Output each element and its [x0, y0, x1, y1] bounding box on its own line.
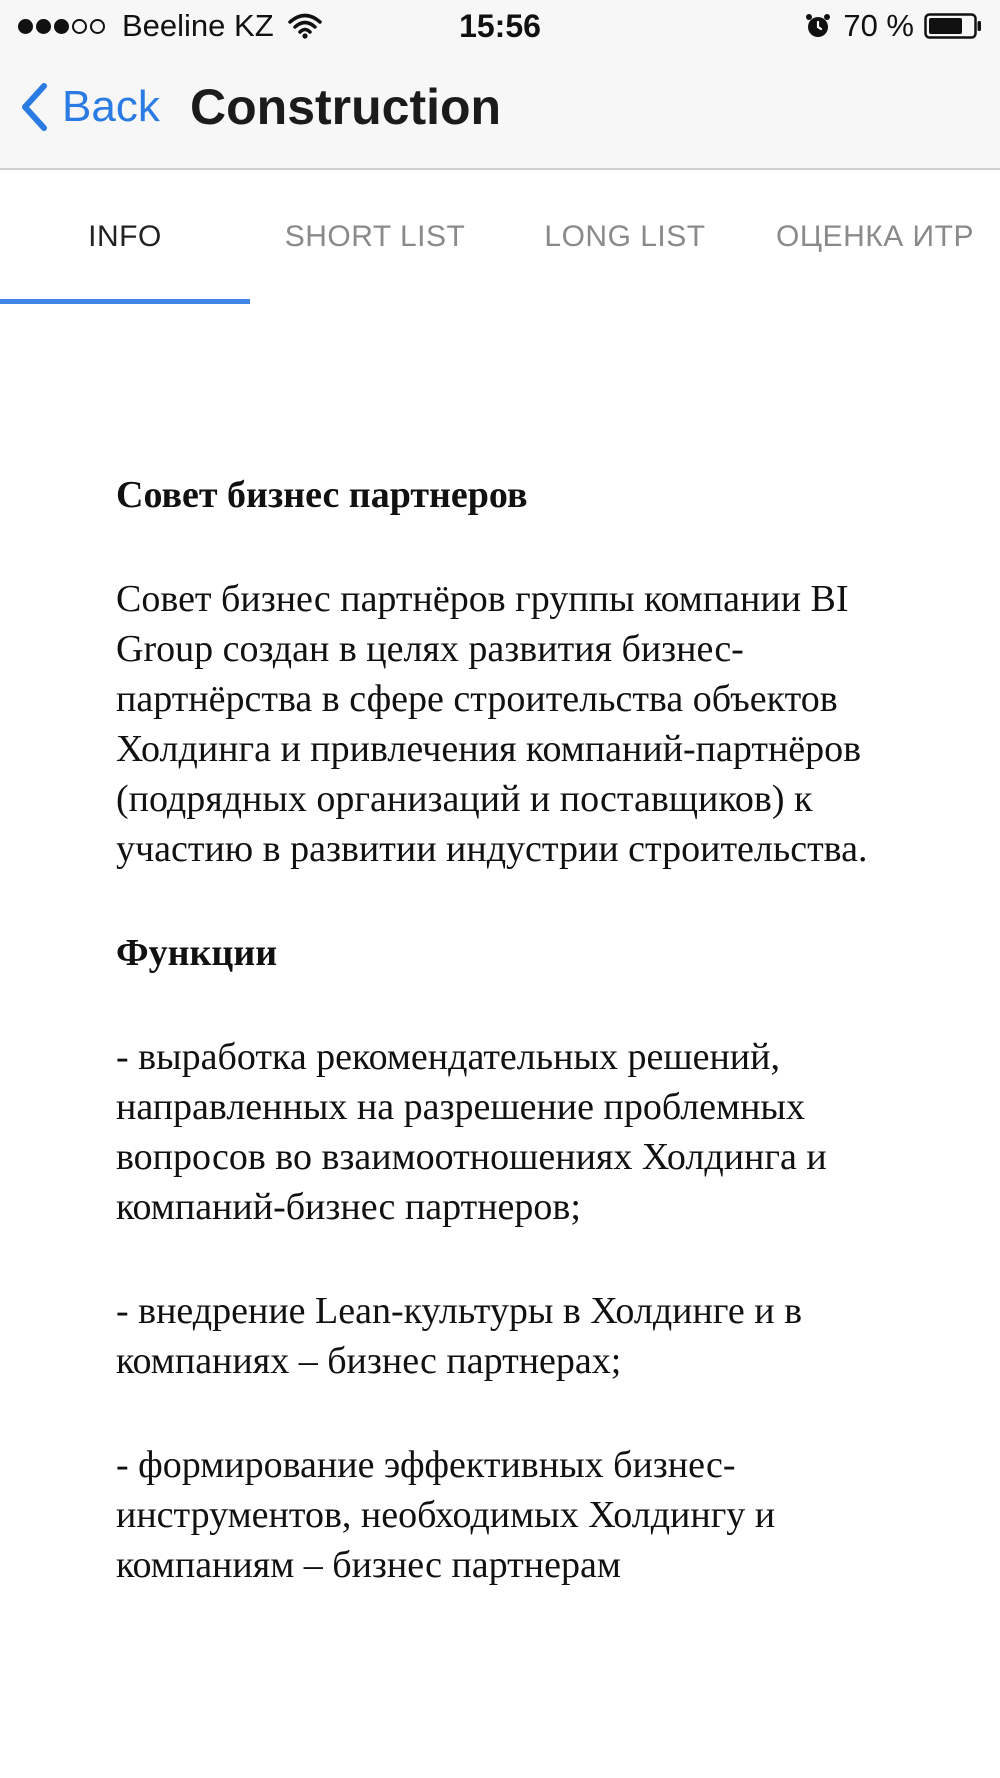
tab-label: SHORT LIST — [284, 220, 466, 253]
tab-label: INFO — [88, 220, 162, 253]
function-item: - формирование эффективных бизнес-инструментов, необходимых Холдингу и компаниям – бизнес партнерам — [116, 1444, 776, 1586]
tab-info[interactable] — [0, 170, 250, 304]
tab-label: LONG LIST — [544, 220, 706, 253]
section-heading-council: Совет бизнес партнеров — [116, 474, 528, 516]
tab-bar — [0, 170, 1000, 304]
back-label: Back — [62, 82, 160, 131]
back-button[interactable] — [20, 82, 160, 132]
function-item: - внедрение Lean-культуры в Холдинге и в компаниях – бизнес партнерах; — [116, 1290, 803, 1382]
active-tab-indicator — [0, 299, 250, 304]
section-heading-functions: Функции — [116, 932, 278, 974]
council-description: Совет бизнес партнёров группы компании BI Group создан в целях развития бизнес-партнёрства в сфере строительства объектов Холдинга и привлечения компаний-партнёров (подрядных организаций и поставщиков) к участию в развитии индустрии строительства. — [116, 578, 868, 870]
alarm-icon — [805, 13, 831, 39]
status-right — [805, 8, 982, 44]
tab-otsenka-itr[interactable] — [750, 170, 1000, 304]
chevron-left-icon — [20, 83, 48, 131]
info-content — [116, 470, 896, 1644]
tab-long-list[interactable] — [500, 170, 750, 304]
navigation-bar — [0, 52, 1000, 170]
page-title: Construction — [190, 79, 502, 135]
battery-percent: 70 % — [843, 8, 914, 43]
tab-label: ОЦЕНКА ИТР — [776, 220, 974, 253]
tab-short-list[interactable] — [250, 170, 500, 304]
clock: 15:56 — [459, 8, 541, 44]
status-bar — [0, 0, 1000, 52]
battery-icon — [924, 13, 982, 39]
function-item: - выработка рекомендательных решений, направленных на разрешение проблемных вопросов во взаимоотношениях Холдинга и компаний-бизнес партнеров; — [116, 1036, 827, 1228]
carrier-label: Beeline KZ — [122, 8, 274, 43]
